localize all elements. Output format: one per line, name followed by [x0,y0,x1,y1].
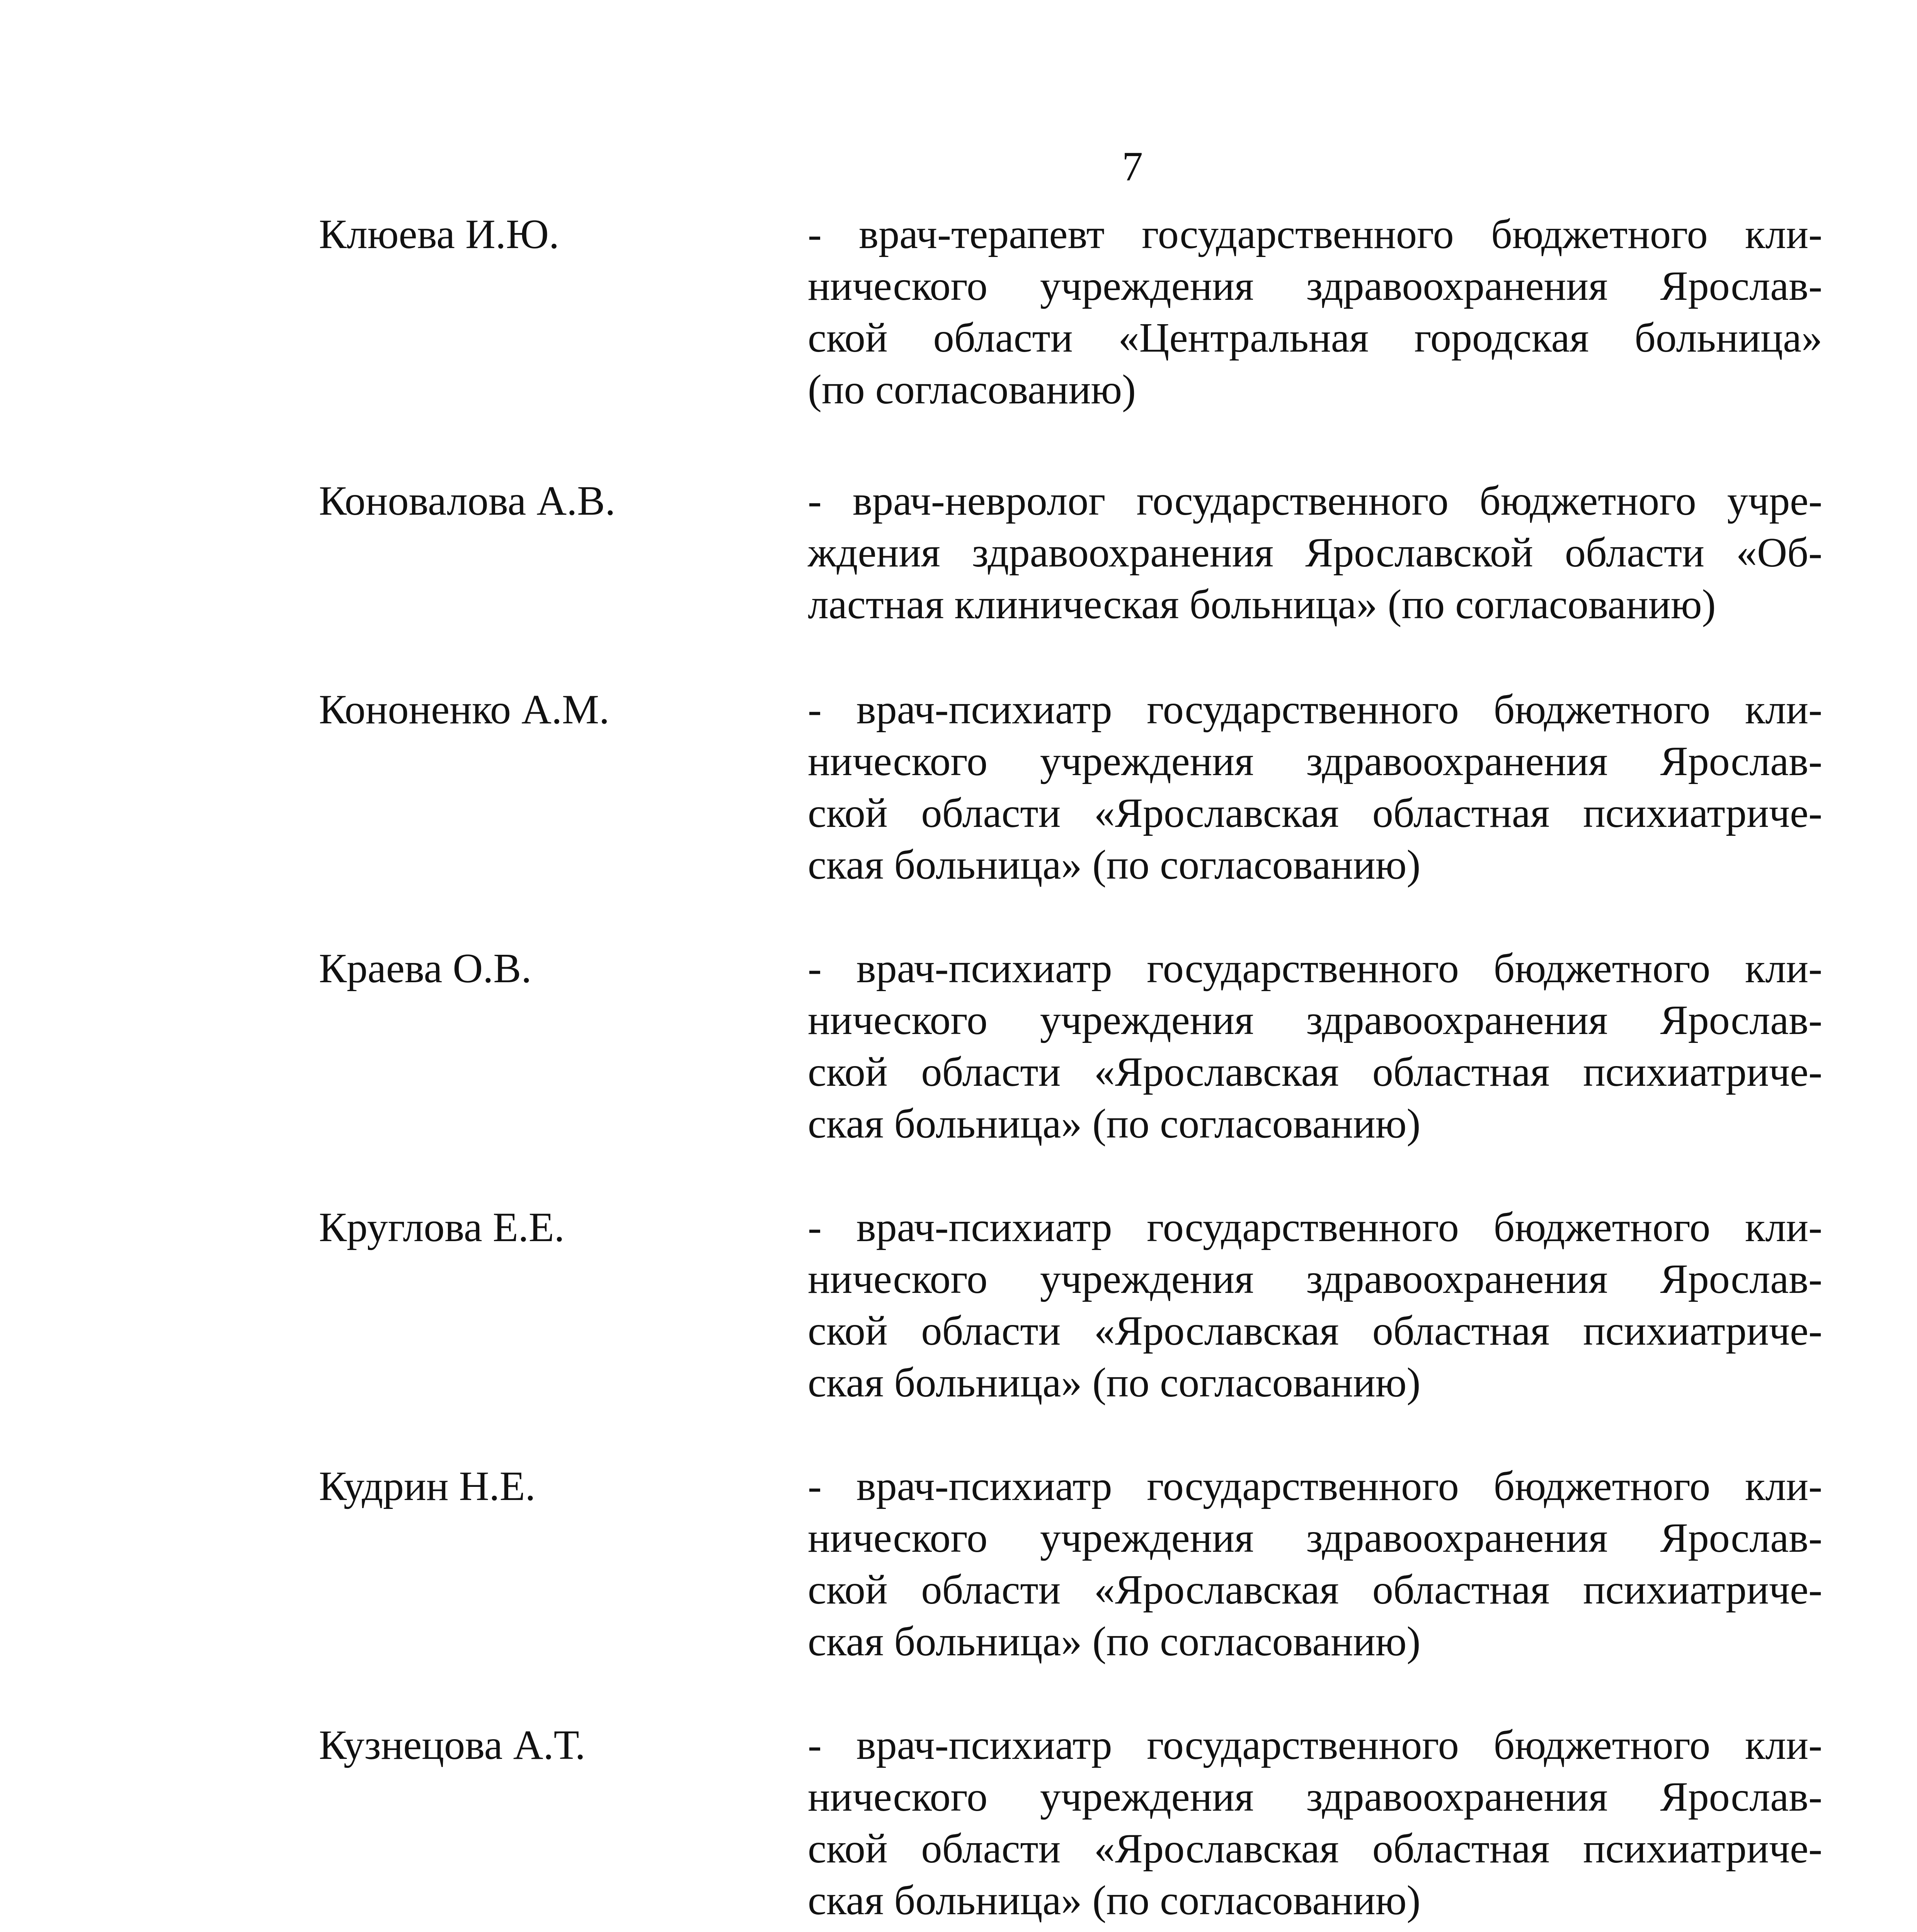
person-position [808,1461,1822,1668]
position-line: ская больница» (по согласованию) [808,842,1421,888]
position-line: - врач-психиатр государственного бюджетного кли- [808,687,1822,733]
person-position [808,684,1822,891]
position-line: ластная клиническая больница» (по согласованию) [808,582,1716,628]
position-line: ской области «Ярославская областная психиатриче- [808,1049,1822,1095]
list-item [0,1202,1917,1418]
position-line: нического учреждения здравоохранения Ярослав- [808,1515,1822,1561]
position-line: ская больница» (по согласованию) [808,1360,1421,1406]
person-name: Кудрин Н.Е. [319,1463,536,1509]
position-line: - врач-психиатр государственного бюджетного кли- [808,1204,1822,1250]
person-name: Кононенко А.М. [319,687,609,733]
list-item [0,684,1917,900]
list-item [0,943,1917,1159]
position-line: ской области «Ярославская областная психиатриче- [808,790,1822,836]
position-line: нического учреждения здравоохранения Ярослав- [808,997,1822,1043]
position-line: - врач-терапевт государственного бюджетного кли- [808,211,1822,257]
position-line: ской области «Центральная городская больница» [808,315,1822,361]
position-line: ской области «Ярославская областная психиатриче- [808,1826,1822,1872]
person-name: Круглова Е.Е. [319,1204,565,1250]
person-name: Краева О.В. [319,946,532,992]
list-item [0,1719,1917,1932]
list-item [0,209,1917,425]
position-line: ская больница» (по согласованию) [808,1619,1421,1665]
position-line: нического учреждения здравоохранения Ярослав- [808,1774,1822,1820]
position-line: нического учреждения здравоохранения Ярослав- [808,738,1822,784]
position-line: нического учреждения здравоохранения Ярослав- [808,1256,1822,1302]
person-name: Клюева И.Ю. [319,211,560,257]
person-position [808,209,1822,416]
list-item [0,475,1917,692]
position-line: ждения здравоохранения Ярославской области «Об- [808,530,1822,576]
position-line: - врач-психиатр государственного бюджетного кли- [808,1463,1822,1509]
person-position [808,1719,1822,1927]
person-position [808,943,1822,1150]
list-item [0,1461,1917,1677]
position-line: нического учреждения здравоохранения Ярослав- [808,263,1822,309]
person-name: Кузнецова А.Т. [319,1722,586,1768]
position-line: - врач-невролог государственного бюджетного учре- [808,478,1822,524]
position-line: - врач-психиатр государственного бюджетного кли- [808,946,1822,992]
person-position [808,1202,1822,1409]
page-number: 7 [1122,144,1143,190]
position-line: ской области «Ярославская областная психиатриче- [808,1567,1822,1613]
position-line: ская больница» (по согласованию) [808,1878,1421,1923]
position-line: ской области «Ярославская областная психиатриче- [808,1308,1822,1354]
position-line: ская больница» (по согласованию) [808,1101,1421,1147]
position-line: (по согласованию) [808,367,1136,413]
position-line: - врач-психиатр государственного бюджетного кли- [808,1722,1822,1768]
person-position [808,475,1822,631]
person-name: Коновалова А.В. [319,478,616,524]
